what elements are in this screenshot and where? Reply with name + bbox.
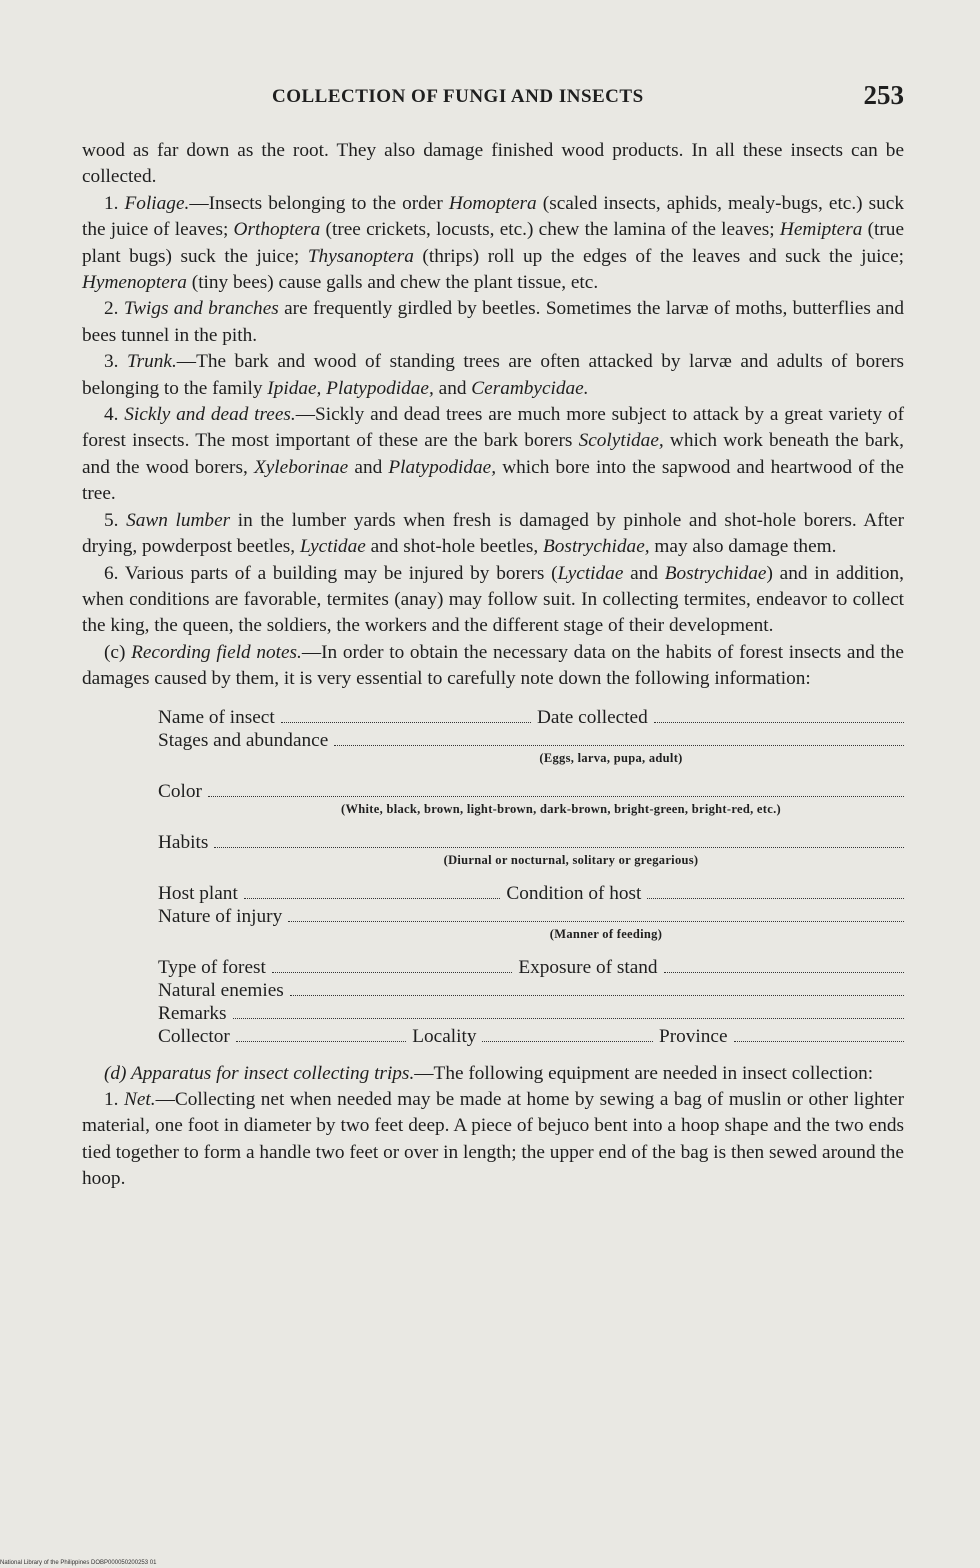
locality-label: Locality bbox=[412, 1025, 477, 1047]
remarks-blank bbox=[233, 1004, 904, 1019]
body-text bbox=[82, 138, 904, 1193]
stages-label: Stages and abundance bbox=[158, 729, 329, 751]
page-header bbox=[82, 76, 904, 116]
host-plant-label: Host plant bbox=[158, 882, 238, 904]
locality-blank bbox=[482, 1027, 652, 1042]
form-row-collector bbox=[158, 1024, 904, 1047]
form-row-host bbox=[158, 881, 904, 904]
form-row-name bbox=[158, 705, 904, 728]
color-note: (White, black, brown, light-brown, dark-brown, bright-green, bright-red, etc.) bbox=[341, 801, 781, 816]
nature-of-injury-blank bbox=[288, 907, 904, 922]
province-label: Province bbox=[658, 1025, 728, 1047]
province-blank bbox=[734, 1027, 904, 1042]
type-of-forest-blank bbox=[272, 958, 512, 973]
color-label: Color bbox=[158, 780, 202, 802]
natural-enemies-blank bbox=[290, 981, 904, 996]
date-collected-label: Date collected bbox=[536, 706, 648, 728]
form-row-habits bbox=[158, 830, 904, 853]
form-row-color bbox=[158, 779, 904, 802]
form-row-stages bbox=[158, 728, 904, 751]
exposure-blank bbox=[664, 958, 904, 973]
condition-of-host-label: Condition of host bbox=[506, 882, 642, 904]
condition-of-host-blank bbox=[647, 884, 904, 899]
paragraph-building: 6. Various parts of a building may be injured by borers (Lyctidae and Bostrychidae) and in addition, when conditions are favorable, termites (anay) may follow suit. In collecting termites, endeavor to collect the king, the queen, the soldiers, the workers and the different stage of their development. bbox=[82, 562, 905, 637]
field-notes-form bbox=[158, 705, 904, 1047]
natural-enemies-label: Natural enemies bbox=[158, 979, 284, 1001]
paragraph-twigs: 2. Twigs and branches are frequently girdled by beetles. Sometimes the larvæ of moths, butterflies and bees tunnel in the pith. bbox=[82, 298, 905, 346]
paragraph-apparatus: (d) Apparatus for insect collecting trips.—The following equipment are needed in insect collection: bbox=[104, 1062, 874, 1084]
habits-note: (Diurnal or nocturnal, solitary or gregarious) bbox=[443, 852, 699, 867]
habits-blank bbox=[214, 833, 904, 848]
nature-of-injury-label: Nature of injury bbox=[158, 905, 283, 927]
form-row-injury bbox=[158, 904, 904, 927]
form-row-remarks bbox=[158, 1001, 904, 1024]
form-row-forest bbox=[158, 955, 904, 978]
stages-note: (Eggs, larva, pupa, adult) bbox=[539, 750, 683, 765]
paragraph-foliage: 1. Foliage.—Insects belonging to the order Homoptera (scaled insects, aphids, mealy-bugs, etc.) suck the juice of leaves; Orthoptera (tree crickets, locusts, etc.) chew the lamina of the leaves; Hemiptera (true plant bugs) suck the juice; Thysanoptera (thrips) roll up the edges of the leaves and suck the juice; Hymenoptera (tiny bees) cause galls and chew the plant tissue, etc. bbox=[82, 192, 905, 294]
paragraph-net: 1. Net.—Collecting net when needed may be made at home by sewing a bag of muslin or other lighter material, one foot in diameter by two feet deep. A piece of bejuco bent into a hoop shape and the two ends tied together to form a handle two feet or over in length; the upper end of the bag is then sewed around the hoop. bbox=[82, 1088, 904, 1190]
document-page bbox=[82, 76, 904, 1193]
collector-blank bbox=[236, 1027, 406, 1042]
scan-source-footer: National Library of the Philippines DOBP000050200253 01 bbox=[0, 1560, 157, 1566]
name-of-insect-blank bbox=[281, 708, 531, 723]
form-row-enemies bbox=[158, 978, 904, 1001]
exposure-label: Exposure of stand bbox=[518, 956, 658, 978]
paragraph-field-notes: (c) Recording field notes.—In order to obtain the necessary data on the habits of forest insects and the damages caused by them, it is very essential to carefully note down the following information: bbox=[82, 641, 904, 690]
name-of-insect-label: Name of insect bbox=[158, 706, 275, 728]
habits-label: Habits bbox=[158, 831, 209, 853]
date-collected-blank bbox=[654, 708, 904, 723]
paragraph-trunk: 3. Trunk.—The bark and wood of standing trees are often attacked by larvæ and adults of borers belonging to the family Ipidae, Platypodidae, and Cerambycidae. bbox=[82, 351, 904, 399]
injury-note: (Manner of feeding) bbox=[549, 926, 663, 941]
paragraph-intro: wood as far down as the root. They also damage finished wood products. In all these insects can be collected. bbox=[82, 140, 904, 188]
page-number: 253 bbox=[863, 80, 904, 110]
paragraph-sawn-lumber: 5. Sawn lumber in the lumber yards when fresh is damaged by pinhole and shot-hole borers. After drying, powderpost beetles, Lyctidae and shot-hole beetles, Bostrychidae, may also damage them. bbox=[82, 509, 904, 558]
remarks-label: Remarks bbox=[158, 1002, 227, 1024]
collector-label: Collector bbox=[158, 1025, 230, 1047]
color-blank bbox=[208, 782, 904, 797]
running-title: COLLECTION OF FUNGI AND INSECTS bbox=[272, 86, 644, 107]
paragraph-sickly-trees: 4. Sickly and dead trees.—Sickly and dead trees are much more subject to attack by a great variety of forest insects. The most important of these are the bark borers Scolytidae, which work beneath the bark, and the wood borers, Xyleborinae and Platypodidae, which bore into the sapwood and heartwood of the tree. bbox=[82, 404, 904, 505]
host-plant-blank bbox=[244, 884, 501, 899]
stages-blank bbox=[334, 731, 904, 746]
type-of-forest-label: Type of forest bbox=[158, 956, 266, 978]
